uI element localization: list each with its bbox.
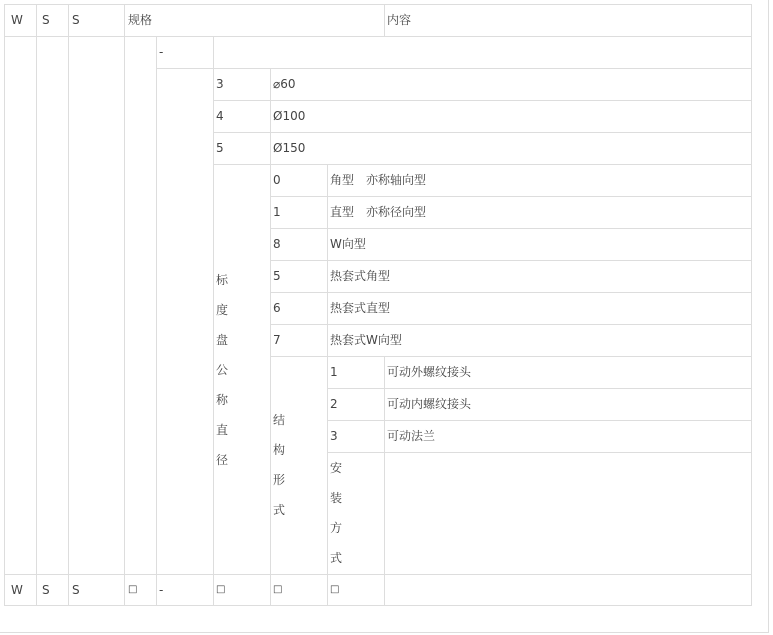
type-name-cell [327,228,752,261]
footer-cell-s1 [36,574,69,606]
dial-label: 标度盘公称直径 [216,273,229,467]
type-code-cell [270,228,328,261]
dial-label-cell [213,164,271,575]
type-code-cell [270,324,328,357]
type-name-cell [327,196,752,229]
mount-code: 2 [330,397,338,411]
mount-name-cell [384,420,752,453]
footer-cell-dash [156,574,214,606]
structure-label-cell [270,356,328,575]
diameter-value-cell [270,68,752,101]
footer-dash-text: - [159,583,164,597]
install-label-cell [327,452,385,575]
diameter-code-cell [213,68,271,101]
footer-cell-s2 [68,574,125,606]
header-cell-s2 [68,4,125,37]
diameter-code-cell [213,132,271,165]
type-name: 直型 亦称径向型 [330,205,427,219]
diameter-value-cell [270,132,752,165]
header-cell-content [384,4,752,37]
footer-s2-text: S [72,583,80,597]
mount-name: 可动内螺纹接头 [387,397,472,411]
header-cell-s1 [36,4,69,37]
diameter-code: 5 [216,141,224,155]
type-code: 8 [273,237,281,251]
mount-name: 可动外螺纹接头 [387,365,472,379]
header-s2-text: S [72,13,80,27]
mount-name-cell [384,388,752,421]
footer-cell-w [4,574,37,606]
type-code-cell [270,196,328,229]
dash-text: - [159,45,164,59]
col-w-body [4,36,37,575]
col-s2-body [68,36,125,575]
diameter-code: 4 [216,109,224,123]
dash-cell [156,36,214,69]
header-spec-text: 规格 [128,13,153,27]
install-content-cell [384,452,752,575]
footer-cell-box2 [213,574,271,606]
footer-cell-box4 [327,574,385,606]
footer-s1-text: S [42,583,50,597]
type-code-cell [270,260,328,293]
type-name-cell [327,324,752,357]
type-code: 5 [273,269,281,283]
type-name: W向型 [330,237,366,251]
footer-box2-text: □ [216,584,226,595]
structure-label: 结构形式 [273,413,286,517]
footer-w-text: W [11,583,23,597]
type-name-cell [327,292,752,325]
mount-code-cell [327,356,385,389]
footer-box3-text: □ [273,584,283,595]
mount-name-cell [384,356,752,389]
mount-code-cell [327,420,385,453]
diameter-value-cell [270,100,752,133]
mount-code: 3 [330,429,338,443]
type-name: 角型 亦称轴向型 [330,173,427,187]
type-code: 7 [273,333,281,347]
type-name: 热套式W向型 [330,333,402,347]
header-cell-w [4,4,37,37]
type-code: 1 [273,205,281,219]
type-name-cell [327,260,752,293]
diameter-value: Ø100 [273,109,306,123]
col-s1-body [36,36,69,575]
header-s1-text: S [42,13,50,27]
footer-cell-content [384,574,752,606]
header-cell-spec [124,4,385,37]
mount-name: 可动法兰 [387,429,436,443]
header-w-text: W [11,13,23,27]
diameter-code-cell [213,100,271,133]
mount-code: 1 [330,365,338,379]
type-code: 0 [273,173,281,187]
type-code-cell [270,292,328,325]
type-code-cell [270,164,328,197]
type-name-cell [327,164,752,197]
footer-box4-text: □ [330,584,340,595]
diameter-value: ⌀60 [273,77,296,91]
col-dash-body [156,68,214,575]
mount-code-cell [327,388,385,421]
col-spec-body [124,36,157,575]
type-code: 6 [273,301,281,315]
dash-content-cell [213,36,752,69]
footer-box1-text: □ [128,584,138,595]
footer-cell-box1 [124,574,157,606]
type-name: 热套式角型 [330,269,391,283]
diameter-value: Ø150 [273,141,306,155]
diameter-code: 3 [216,77,224,91]
footer-cell-box3 [270,574,328,606]
type-name: 热套式直型 [330,301,391,315]
header-content-text: 内容 [387,13,412,27]
install-label: 安装方式 [330,461,343,565]
